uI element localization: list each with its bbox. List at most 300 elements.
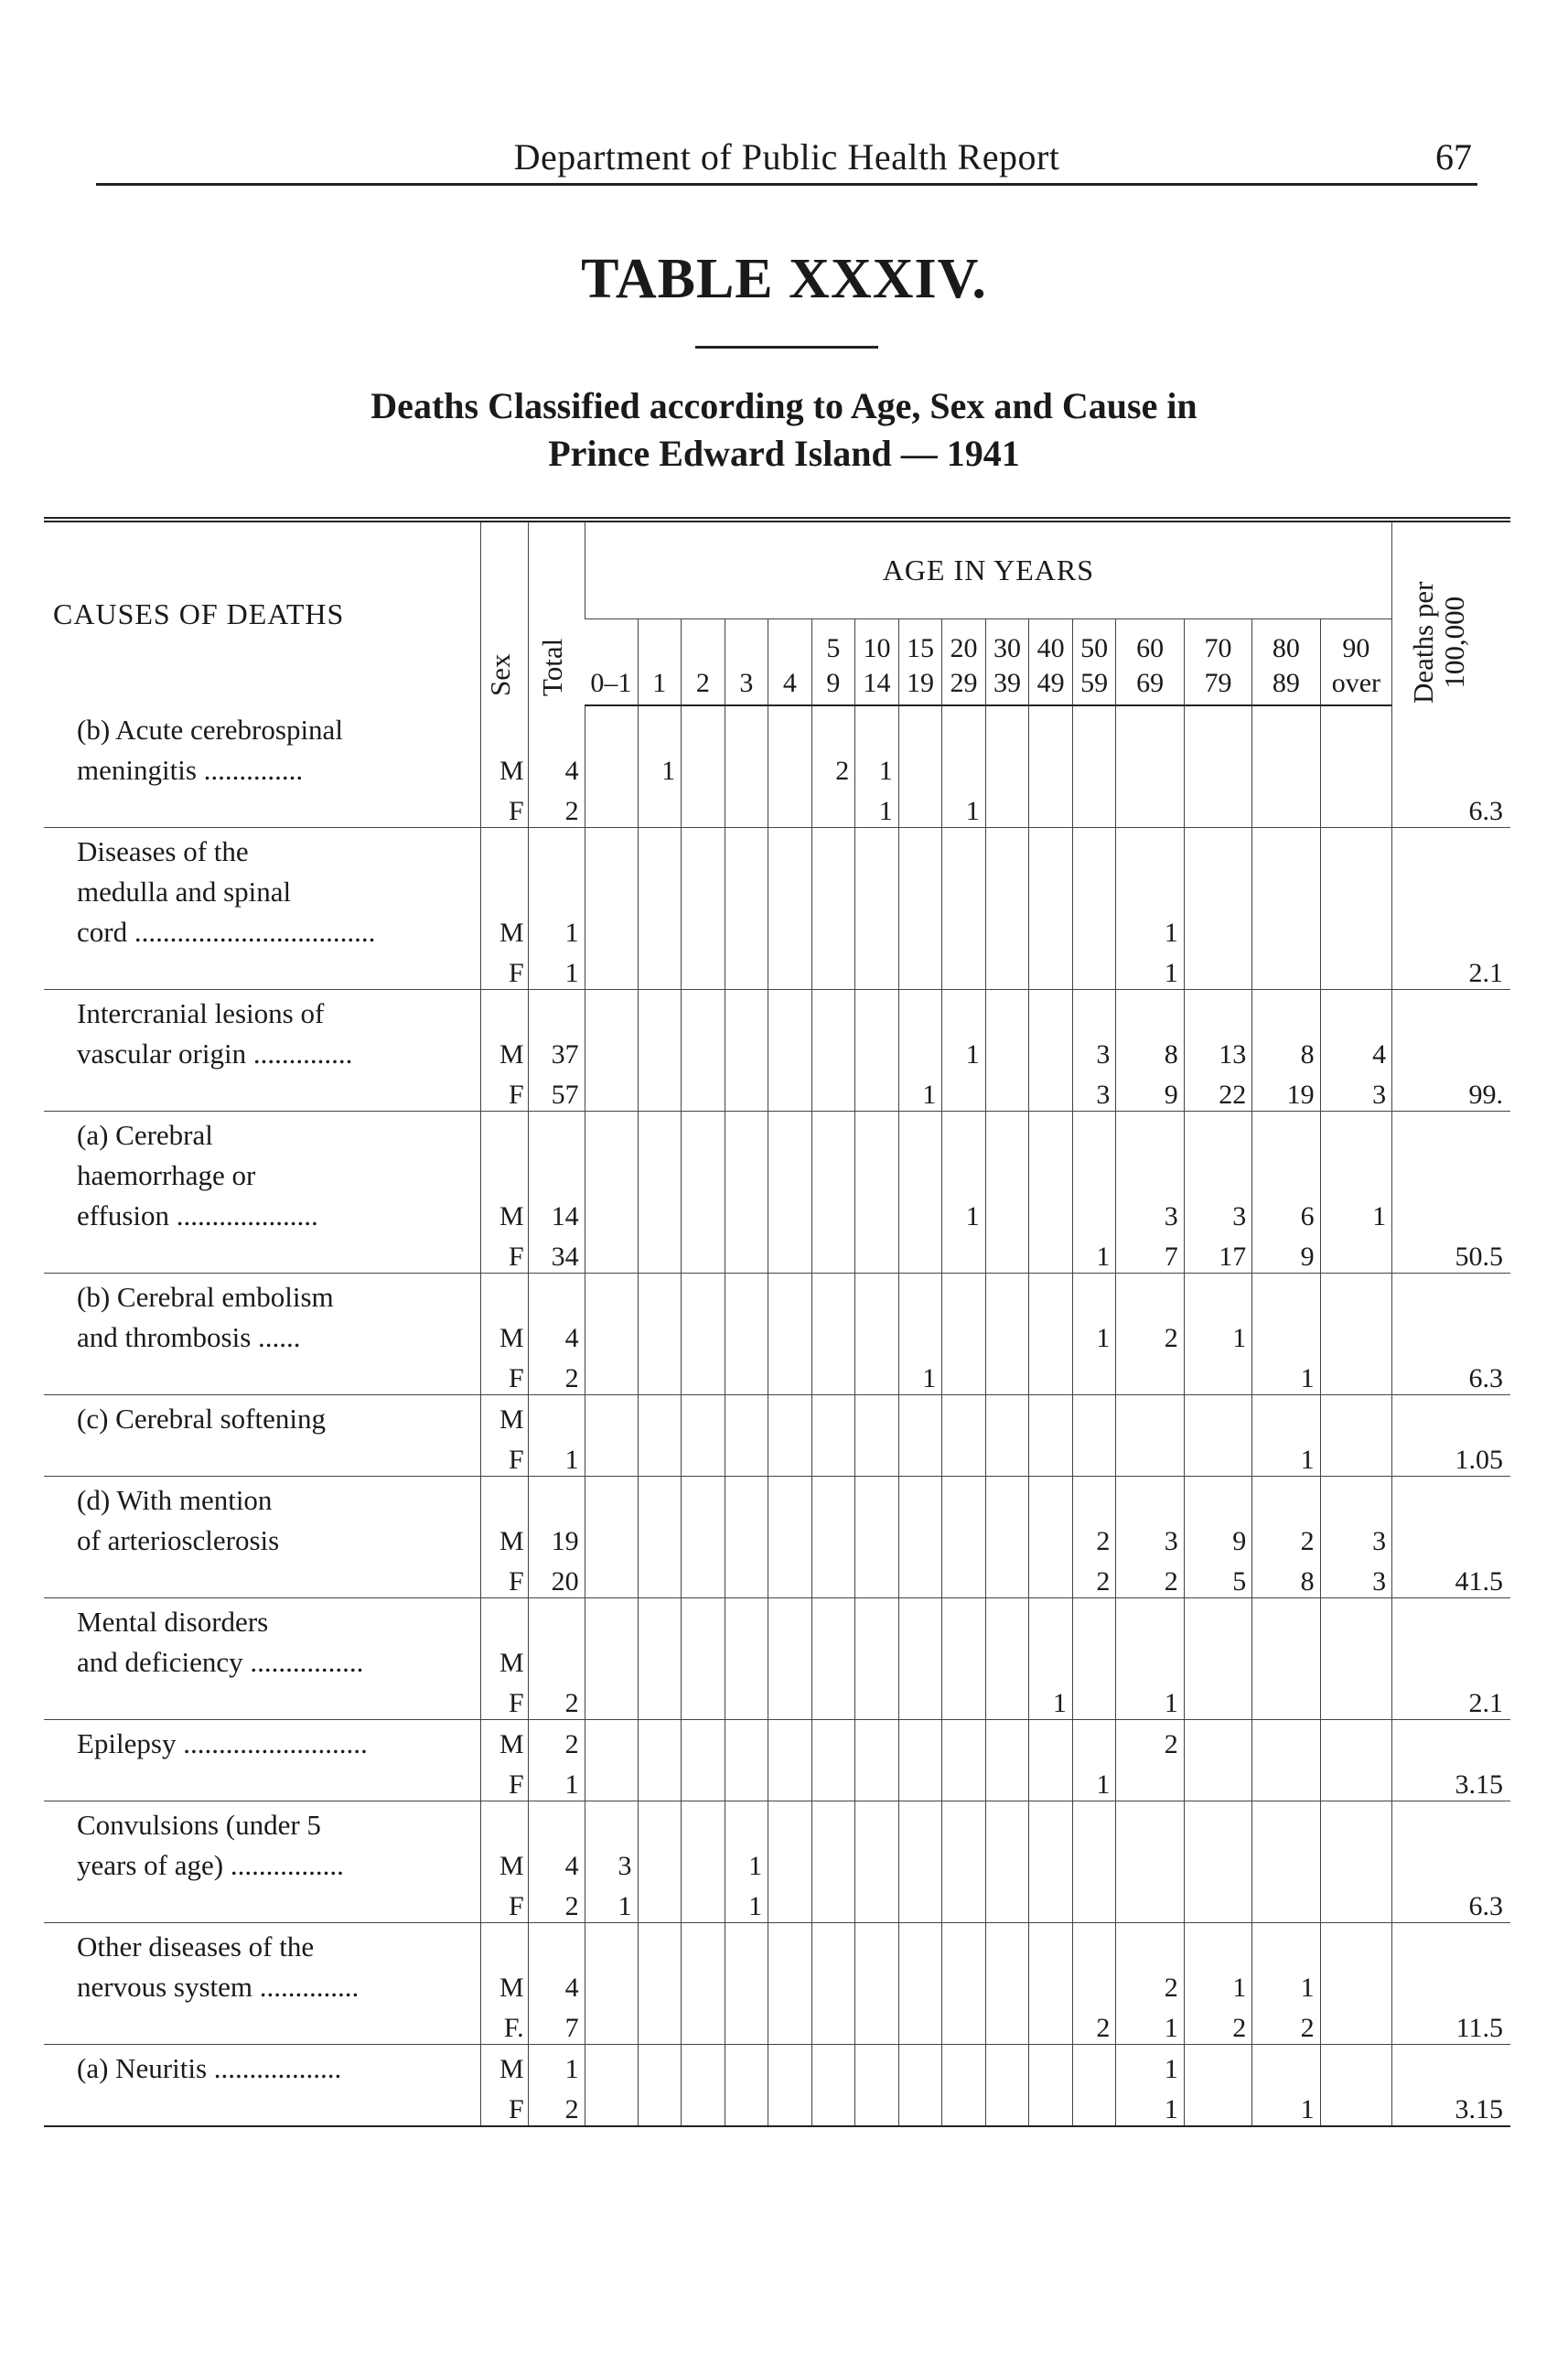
age-count-cell — [585, 1354, 638, 1395]
age-count-cell: 2 — [1072, 1557, 1116, 1598]
sex-cell: M — [480, 1842, 528, 1882]
age-count-cell — [985, 1314, 1029, 1354]
table-row — [44, 2004, 1510, 2045]
age-count-cell — [811, 1314, 855, 1354]
age-count-cell — [985, 1436, 1029, 1477]
age-count-cell — [1116, 1598, 1184, 1640]
age-group-bottom: 39 — [993, 668, 1022, 698]
age-count-cell — [1116, 1112, 1184, 1153]
age-count-cell — [985, 868, 1029, 909]
age-count-cell: 1 — [855, 787, 899, 828]
age-count-cell — [682, 1963, 725, 2004]
age-count-cell — [898, 949, 942, 990]
table-body — [44, 705, 1510, 2126]
age-count-cell: 9 — [1252, 1232, 1320, 1274]
age-count-cell — [768, 1517, 812, 1557]
age-count-cell — [811, 828, 855, 869]
total-cell: 19 — [528, 1517, 585, 1557]
table-row — [44, 1720, 1510, 1761]
age-group-bottom: 89 — [1272, 668, 1300, 698]
total-cell: 7 — [528, 2004, 585, 2045]
age-count-cell — [985, 747, 1029, 787]
total-cell: 2 — [528, 1882, 585, 1923]
table-row — [44, 1274, 1510, 1315]
age-count-cell — [768, 1963, 812, 2004]
age-count-cell — [985, 1274, 1029, 1315]
age-count-cell — [811, 1598, 855, 1640]
age-count-cell — [682, 1477, 725, 1518]
age-count-cell — [1184, 1760, 1251, 1801]
age-count-cell: 1 — [1116, 909, 1184, 949]
age-count-cell — [1184, 1152, 1251, 1192]
age-count-cell — [638, 787, 682, 828]
age-count-cell: 1 — [725, 1842, 768, 1882]
age-count-cell — [985, 1639, 1029, 1679]
cause-cell — [44, 1882, 480, 1923]
age-count-cell — [725, 1557, 768, 1598]
age-count-cell — [811, 1923, 855, 1964]
title-rule — [695, 346, 878, 349]
age-count-cell — [942, 868, 986, 909]
age-count-cell — [898, 1842, 942, 1882]
header-age-group — [585, 619, 638, 706]
age-count-cell — [585, 949, 638, 990]
age-count-cell — [768, 990, 812, 1031]
table-row — [44, 949, 1510, 990]
age-count-cell — [1320, 1720, 1392, 1761]
age-group-top — [682, 631, 725, 666]
table-row — [44, 2085, 1510, 2126]
total-cell: 2 — [528, 2085, 585, 2126]
sex-cell: M — [480, 1030, 528, 1070]
age-count-cell — [855, 1801, 899, 1843]
age-count-cell — [638, 1842, 682, 1882]
age-count-cell — [1252, 1720, 1320, 1761]
total-cell — [528, 1112, 585, 1153]
rate-cell — [1392, 1720, 1510, 1761]
age-count-cell — [942, 1557, 986, 1598]
age-count-cell — [1184, 1639, 1251, 1679]
age-count-cell — [898, 1760, 942, 1801]
running-title: Department of Public Health Report — [513, 136, 1060, 177]
age-count-cell — [682, 1639, 725, 1679]
age-count-cell — [1252, 1842, 1320, 1882]
page-number: 67 — [1435, 136, 1472, 177]
age-count-cell — [682, 949, 725, 990]
cause-cell — [44, 1436, 480, 1477]
age-count-cell — [768, 2004, 812, 2045]
age-group-top: 70 — [1204, 633, 1232, 663]
sex-cell: M — [480, 747, 528, 787]
cause-cell: cord .................................. — [77, 916, 376, 948]
age-count-cell — [942, 1314, 986, 1354]
age-count-cell — [585, 2085, 638, 2126]
cause-cell — [44, 2004, 480, 2045]
age-count-cell — [1029, 1395, 1073, 1436]
age-count-cell — [1029, 1760, 1073, 1801]
age-count-cell — [898, 1639, 942, 1679]
age-count-cell — [1116, 1436, 1184, 1477]
age-group-bottom: 49 — [1036, 668, 1065, 698]
age-count-cell — [682, 2085, 725, 2126]
age-count-cell — [942, 2004, 986, 2045]
rate-cell — [1392, 868, 1510, 909]
table-row — [44, 1112, 1510, 1153]
age-count-cell — [725, 1517, 768, 1557]
rate-cell: 41.5 — [1392, 1557, 1510, 1598]
rate-cell: 2.1 — [1392, 1679, 1510, 1720]
header-age-group — [1252, 619, 1320, 706]
age-count-cell — [682, 1557, 725, 1598]
age-count-cell — [768, 1436, 812, 1477]
age-group-top — [585, 631, 637, 666]
age-count-cell — [898, 1232, 942, 1274]
age-count-cell — [585, 1639, 638, 1679]
sex-cell — [480, 1923, 528, 1964]
age-count-cell — [1184, 1477, 1251, 1518]
age-count-cell — [585, 2004, 638, 2045]
cause-cell: (d) With mention — [77, 1484, 273, 1516]
age-count-cell — [1184, 1882, 1251, 1923]
age-count-cell — [768, 909, 812, 949]
age-count-cell — [1029, 1517, 1073, 1557]
cause-cell: Intercranial lesions of — [77, 997, 325, 1029]
age-count-cell — [1320, 1395, 1392, 1436]
age-count-cell — [811, 1842, 855, 1882]
age-count-cell — [942, 1598, 986, 1640]
age-count-cell — [682, 2004, 725, 2045]
age-count-cell — [638, 909, 682, 949]
header-age-group — [725, 619, 768, 706]
age-count-cell — [1184, 1801, 1251, 1843]
table-subtitle — [0, 382, 1568, 478]
age-count-cell — [585, 909, 638, 949]
rate-cell — [1392, 1112, 1510, 1153]
age-count-cell — [682, 787, 725, 828]
age-count-cell — [638, 1801, 682, 1843]
rate-cell — [1392, 1923, 1510, 1964]
age-count-cell — [1072, 1679, 1116, 1720]
age-count-cell: 2 — [1184, 2004, 1251, 2045]
total-cell: 2 — [528, 1720, 585, 1761]
sex-cell: F — [480, 787, 528, 828]
age-count-cell — [768, 2045, 812, 2086]
age-count-cell — [1072, 868, 1116, 909]
age-count-cell — [1029, 949, 1073, 990]
age-count-cell — [725, 1598, 768, 1640]
age-group-bottom: 19 — [906, 668, 934, 698]
table-row — [44, 787, 1510, 828]
age-count-cell: 17 — [1184, 1232, 1251, 1274]
table-row — [44, 1801, 1510, 1843]
age-count-cell — [585, 1801, 638, 1843]
age-count-cell — [855, 1314, 899, 1354]
age-count-cell — [682, 1030, 725, 1070]
header-age-group — [1072, 619, 1116, 706]
age-count-cell — [585, 1274, 638, 1315]
age-count-cell — [1320, 1112, 1392, 1153]
sex-cell: F — [480, 1760, 528, 1801]
age-count-cell — [942, 1882, 986, 1923]
header-age-group — [1320, 619, 1392, 706]
table-row — [44, 1639, 1510, 1679]
total-cell: 20 — [528, 1557, 585, 1598]
age-count-cell — [1252, 1274, 1320, 1315]
age-count-cell — [682, 1436, 725, 1477]
age-count-cell — [855, 2004, 899, 2045]
age-count-cell — [985, 1232, 1029, 1274]
total-cell — [528, 1152, 585, 1192]
age-count-cell — [855, 1882, 899, 1923]
sex-cell: M — [480, 1639, 528, 1679]
age-count-cell — [811, 1436, 855, 1477]
age-count-cell: 22 — [1184, 1070, 1251, 1112]
age-count-cell — [811, 1354, 855, 1395]
age-count-cell — [1029, 828, 1073, 869]
cause-cell — [44, 1354, 480, 1395]
table-row — [44, 1760, 1510, 1801]
rate-cell: 6.3 — [1392, 1882, 1510, 1923]
cause-cell: Epilepsy .......................... — [77, 1727, 368, 1759]
rate-cell: 2.1 — [1392, 949, 1510, 990]
table-row — [44, 705, 1510, 747]
age-count-cell — [1029, 1639, 1073, 1679]
age-count-cell — [768, 1639, 812, 1679]
age-count-cell — [811, 1192, 855, 1232]
age-count-cell — [1320, 1963, 1392, 2004]
table-row — [44, 1314, 1510, 1354]
age-count-cell — [682, 1760, 725, 1801]
sex-cell — [480, 1274, 528, 1315]
cause-cell: effusion .................... — [77, 1199, 318, 1231]
rate-cell — [1392, 705, 1510, 747]
table-row — [44, 1882, 1510, 1923]
cause-cell: (b) Acute cerebrospinal — [77, 714, 343, 746]
age-group-bottom: 2 — [695, 668, 710, 698]
age-count-cell — [1184, 1720, 1251, 1761]
age-count-cell — [1252, 868, 1320, 909]
cause-cell — [44, 949, 480, 990]
age-count-cell: 3 — [1072, 1070, 1116, 1112]
age-count-cell — [768, 1760, 812, 1801]
age-count-cell — [855, 1598, 899, 1640]
total-cell — [528, 1274, 585, 1315]
rate-cell: 11.5 — [1392, 2004, 1510, 2045]
total-cell — [528, 1395, 585, 1436]
age-count-cell — [1320, 2045, 1392, 2086]
age-count-cell — [855, 1112, 899, 1153]
age-group-bottom: 59 — [1080, 668, 1109, 698]
total-cell — [528, 1923, 585, 1964]
cause-cell: Diseases of the — [77, 835, 249, 867]
age-count-cell — [985, 1030, 1029, 1070]
table-row — [44, 1192, 1510, 1232]
age-count-cell — [855, 1070, 899, 1112]
table-row — [44, 1963, 1510, 2004]
age-count-cell — [942, 949, 986, 990]
rate-cell: 1.05 — [1392, 1436, 1510, 1477]
table-row — [44, 747, 1510, 787]
age-count-cell — [1029, 909, 1073, 949]
age-count-cell — [682, 1192, 725, 1232]
age-count-cell — [585, 828, 638, 869]
age-count-cell — [1320, 1436, 1392, 1477]
age-count-cell — [985, 909, 1029, 949]
age-count-cell: 1 — [855, 747, 899, 787]
age-count-cell — [585, 1598, 638, 1640]
age-count-cell — [1072, 1354, 1116, 1395]
age-count-cell — [811, 909, 855, 949]
age-count-cell — [855, 1842, 899, 1882]
age-count-cell — [585, 1232, 638, 1274]
total-cell: 1 — [528, 1436, 585, 1477]
age-count-cell — [811, 1720, 855, 1761]
sex-cell: M — [480, 909, 528, 949]
age-count-cell — [1184, 868, 1251, 909]
cause-cell: vascular origin .............. — [77, 1038, 353, 1070]
age-count-cell — [811, 1882, 855, 1923]
age-count-cell — [942, 1679, 986, 1720]
age-count-cell: 1 — [1252, 1963, 1320, 2004]
age-count-cell — [855, 990, 899, 1031]
age-group-top — [768, 631, 811, 666]
age-count-cell — [811, 1274, 855, 1315]
age-count-cell — [811, 1517, 855, 1557]
header-rate-line-2: 100,000 — [1437, 596, 1470, 689]
sex-cell: F — [480, 2085, 528, 2126]
age-count-cell — [585, 705, 638, 747]
age-count-cell: 9 — [1116, 1070, 1184, 1112]
table-row — [44, 828, 1510, 869]
age-count-cell — [1072, 949, 1116, 990]
age-count-cell — [725, 1760, 768, 1801]
age-count-cell — [855, 1192, 899, 1232]
age-count-cell — [942, 1070, 986, 1112]
table-row — [44, 1030, 1510, 1070]
age-count-cell — [898, 828, 942, 869]
subtitle-line-1: Deaths Classified according to Age, Sex and Cause in — [371, 385, 1197, 426]
age-count-cell: 8 — [1116, 1030, 1184, 1070]
age-count-cell — [985, 1354, 1029, 1395]
age-count-cell — [1029, 2004, 1073, 2045]
age-count-cell — [682, 1314, 725, 1354]
age-count-cell — [811, 1232, 855, 1274]
age-group-top: 5 — [826, 633, 841, 663]
age-count-cell — [985, 1923, 1029, 1964]
age-count-cell — [1029, 1152, 1073, 1192]
age-count-cell — [811, 868, 855, 909]
age-count-cell: 1 — [1320, 1192, 1392, 1232]
age-count-cell — [1184, 949, 1251, 990]
age-count-cell — [1252, 828, 1320, 869]
age-count-cell — [1252, 1760, 1320, 1801]
age-count-cell — [1320, 1477, 1392, 1518]
age-count-cell — [1252, 1314, 1320, 1354]
age-group-top: 50 — [1080, 633, 1109, 663]
age-count-cell — [725, 705, 768, 747]
cause-cell: (a) Neuritis .................. — [77, 2052, 342, 2084]
sex-cell: M — [480, 2045, 528, 2086]
age-count-cell — [1320, 1842, 1392, 1882]
total-cell: 57 — [528, 1070, 585, 1112]
age-count-cell — [1072, 1395, 1116, 1436]
sex-cell — [480, 1801, 528, 1843]
age-count-cell — [811, 1112, 855, 1153]
cause-cell: meningitis .............. — [77, 754, 304, 786]
age-count-cell — [682, 1517, 725, 1557]
age-count-cell — [638, 990, 682, 1031]
age-count-cell: 1 — [898, 1354, 942, 1395]
header-age-group — [942, 619, 986, 706]
age-count-cell — [725, 1639, 768, 1679]
age-count-cell — [585, 1557, 638, 1598]
age-count-cell: 1 — [1116, 1679, 1184, 1720]
age-count-cell — [725, 949, 768, 990]
total-cell: 4 — [528, 1842, 585, 1882]
total-cell: 2 — [528, 1354, 585, 1395]
age-count-cell — [1072, 1477, 1116, 1518]
age-count-cell: 3 — [1320, 1070, 1392, 1112]
age-count-cell — [1072, 1152, 1116, 1192]
age-count-cell: 1 — [1072, 1314, 1116, 1354]
age-count-cell: 4 — [1320, 1030, 1392, 1070]
age-count-cell — [1116, 1842, 1184, 1882]
age-count-cell — [855, 1639, 899, 1679]
rate-cell — [1392, 1801, 1510, 1843]
age-count-cell: 1 — [898, 1070, 942, 1112]
sex-cell: F — [480, 1882, 528, 1923]
age-count-cell — [725, 747, 768, 787]
age-count-cell — [811, 2004, 855, 2045]
age-count-cell — [725, 2085, 768, 2126]
age-count-cell: 1 — [1252, 1354, 1320, 1395]
age-count-cell — [768, 1274, 812, 1315]
running-head — [96, 128, 1477, 186]
total-cell: 1 — [528, 909, 585, 949]
total-cell — [528, 1477, 585, 1518]
age-count-cell — [725, 1354, 768, 1395]
age-count-cell — [855, 1963, 899, 2004]
total-cell — [528, 705, 585, 747]
age-count-cell — [1184, 990, 1251, 1031]
rate-cell — [1392, 1477, 1510, 1518]
age-group-bottom: 9 — [826, 668, 841, 698]
age-count-cell — [1320, 1923, 1392, 1964]
age-count-cell — [1252, 1477, 1320, 1518]
age-count-cell — [1029, 1720, 1073, 1761]
age-count-cell — [638, 2085, 682, 2126]
age-group-bottom: over — [1331, 668, 1381, 698]
age-count-cell — [1029, 2085, 1073, 2126]
age-count-cell: 1 — [1116, 949, 1184, 990]
age-group-bottom: 1 — [652, 668, 667, 698]
sex-cell: M — [480, 1395, 528, 1436]
age-count-cell — [1252, 1598, 1320, 1640]
table-row — [44, 1842, 1510, 1882]
age-count-cell — [942, 2045, 986, 2086]
age-count-cell — [985, 1517, 1029, 1557]
age-count-cell — [682, 1882, 725, 1923]
table-row — [44, 1557, 1510, 1598]
age-count-cell — [942, 1112, 986, 1153]
age-count-cell: 2 — [1072, 2004, 1116, 2045]
age-count-cell — [855, 1557, 899, 1598]
age-count-cell — [768, 1152, 812, 1192]
age-count-cell — [1184, 1274, 1251, 1315]
age-count-cell: 2 — [1116, 1963, 1184, 2004]
age-count-cell — [985, 1882, 1029, 1923]
sex-cell: F — [480, 1679, 528, 1720]
